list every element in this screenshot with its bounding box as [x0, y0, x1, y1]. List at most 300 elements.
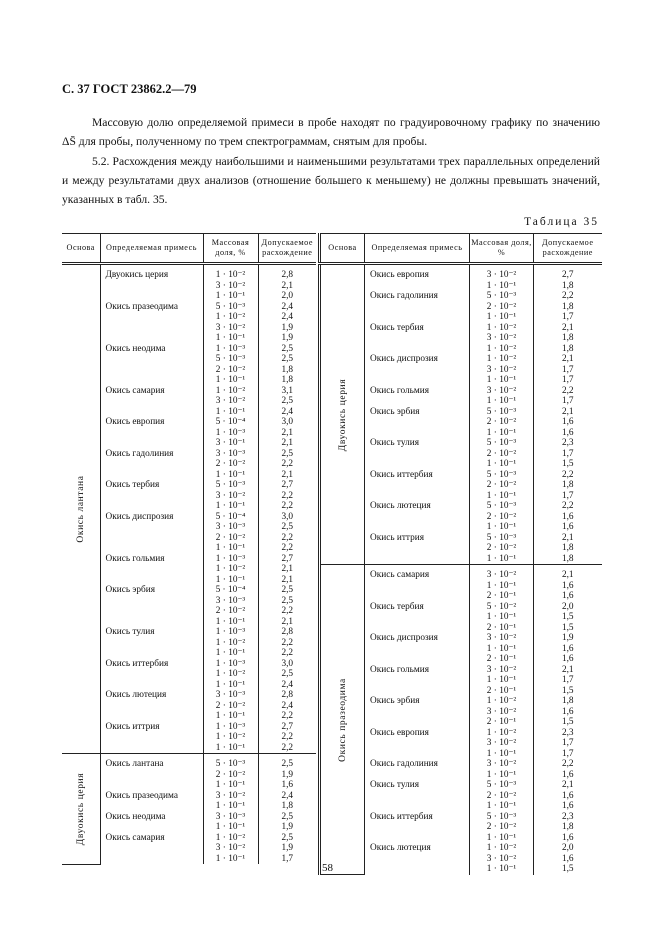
table-row	[62, 375, 316, 386]
allowed-discrepancy: 1,9	[258, 843, 316, 854]
mass-fraction: 1 · 10⁻¹	[203, 801, 258, 812]
impurity-name	[100, 438, 203, 449]
impurity-name	[365, 428, 470, 439]
table-row	[62, 501, 316, 512]
impurity-name	[100, 770, 203, 781]
table-row	[62, 791, 316, 802]
impurity-name	[100, 365, 203, 376]
allowed-discrepancy: 2,5	[258, 812, 316, 823]
allowed-discrepancy: 1,7	[534, 491, 602, 502]
mass-fraction: 1 · 10⁻¹	[470, 675, 534, 686]
impurity-name: Окись лютеция	[365, 501, 470, 512]
table-row	[62, 801, 316, 812]
mass-fraction: 5 · 10⁻⁴	[203, 417, 258, 428]
allowed-discrepancy: 2,3	[534, 728, 602, 739]
mass-fraction: 1 · 10⁻¹	[203, 575, 258, 586]
allowed-discrepancy: 1,7	[534, 375, 602, 386]
allowed-discrepancy: 2,1	[258, 575, 316, 586]
impurity-name: Окись самария	[365, 565, 470, 581]
allowed-discrepancy: 2,2	[258, 638, 316, 649]
table-row	[62, 281, 316, 292]
table-caption: Таблица 35	[524, 216, 599, 228]
column-header: Массовая доля, %	[203, 234, 258, 264]
allowed-discrepancy: 2,1	[534, 407, 602, 418]
impurity-name	[365, 491, 470, 502]
table-row	[62, 606, 316, 617]
table-row	[62, 780, 316, 791]
mass-fraction: 1 · 10⁻²	[470, 843, 534, 854]
mass-fraction: 5 · 10⁻⁴	[203, 512, 258, 523]
impurity-name	[365, 396, 470, 407]
allowed-discrepancy: 2,7	[258, 554, 316, 565]
impurity-name	[100, 638, 203, 649]
mass-fraction: 5 · 10⁻³	[470, 407, 534, 418]
allowed-discrepancy: 1,6	[534, 791, 602, 802]
mass-fraction: 1 · 10⁻¹	[203, 854, 258, 865]
allowed-discrepancy: 1,8	[534, 480, 602, 491]
mass-fraction: 1 · 10⁻¹	[203, 648, 258, 659]
impurity-name	[365, 512, 470, 523]
mass-fraction: 1 · 10⁻¹	[470, 491, 534, 502]
allowed-discrepancy: 1,8	[534, 344, 602, 355]
allowed-discrepancy: 1,6	[258, 780, 316, 791]
impurity-name: Окись тулия	[365, 780, 470, 791]
allowed-discrepancy: 1,7	[534, 749, 602, 760]
allowed-discrepancy: 2,2	[258, 501, 316, 512]
impurity-name: Окись эрбия	[365, 696, 470, 707]
mass-fraction: 1 · 10⁻²	[203, 386, 258, 397]
allowed-discrepancy: 2,2	[258, 648, 316, 659]
mass-fraction: 5 · 10⁻³	[470, 501, 534, 512]
allowed-discrepancy: 2,8	[258, 690, 316, 701]
mass-fraction: 1 · 10⁻¹	[203, 680, 258, 691]
mass-fraction: 2 · 10⁻²	[470, 822, 534, 833]
allowed-discrepancy: 1,6	[534, 522, 602, 533]
impurity-name	[365, 770, 470, 781]
impurity-name: Окись иттрия	[100, 722, 203, 733]
impurity-name: Окись лютеция	[365, 843, 470, 854]
allowed-discrepancy: 1,5	[534, 623, 602, 634]
impurity-name	[365, 333, 470, 344]
table-row	[62, 669, 316, 680]
impurity-name	[365, 281, 470, 292]
mass-fraction: 1 · 10⁻¹	[470, 522, 534, 533]
column-header: Массовая доля, %	[470, 234, 534, 264]
impurity-name: Окись гадолиния	[100, 449, 203, 460]
allowed-discrepancy: 2,2	[258, 732, 316, 743]
mass-fraction: 1 · 10⁻²	[470, 344, 534, 355]
mass-fraction: 3 · 10⁻³	[203, 690, 258, 701]
impurity-name	[365, 707, 470, 718]
allowed-discrepancy: 2,1	[258, 281, 316, 292]
allowed-discrepancy: 1,8	[258, 801, 316, 812]
allowed-discrepancy: 1,6	[534, 428, 602, 439]
table-row	[62, 480, 316, 491]
mass-fraction: 1 · 10⁻²	[470, 728, 534, 739]
mass-fraction: 2 · 10⁻²	[203, 770, 258, 781]
mass-fraction: 1 · 10⁻¹	[203, 617, 258, 628]
allowed-discrepancy: 1,7	[534, 365, 602, 376]
allowed-discrepancy: 2,4	[258, 302, 316, 313]
table-row	[62, 627, 316, 638]
allowed-discrepancy: 2,1	[534, 354, 602, 365]
mass-fraction: 3 · 10⁻²	[203, 396, 258, 407]
column-header: Допускаемое расхождение	[534, 234, 602, 264]
allowed-discrepancy: 1,6	[534, 654, 602, 665]
mass-fraction: 1 · 10⁻²	[203, 669, 258, 680]
mass-fraction: 1 · 10⁻¹	[203, 780, 258, 791]
impurity-name	[100, 617, 203, 628]
impurity-name	[100, 281, 203, 292]
impurity-name	[100, 501, 203, 512]
impurity-name: Окись иттербия	[100, 659, 203, 670]
allowed-discrepancy: 2,2	[534, 470, 602, 481]
table-row	[62, 344, 316, 355]
allowed-discrepancy: 2,1	[258, 428, 316, 439]
table-row	[62, 812, 316, 823]
allowed-discrepancy: 2,5	[258, 833, 316, 844]
impurity-name	[100, 680, 203, 691]
mass-fraction: 1 · 10⁻¹	[470, 801, 534, 812]
impurity-name	[100, 354, 203, 365]
table-row	[320, 264, 602, 281]
mass-fraction: 3 · 10⁻²	[470, 738, 534, 749]
table-row	[62, 396, 316, 407]
table-section	[320, 565, 602, 875]
impurity-name	[365, 344, 470, 355]
mass-fraction: 1 · 10⁻¹	[203, 711, 258, 722]
table-row	[62, 659, 316, 670]
impurity-name	[365, 417, 470, 428]
mass-fraction: 1 · 10⁻¹	[203, 333, 258, 344]
mass-fraction: 3 · 10⁻²	[470, 264, 534, 281]
impurity-name	[365, 365, 470, 376]
allowed-discrepancy: 1,8	[534, 543, 602, 554]
impurity-name	[365, 854, 470, 865]
impurity-name	[100, 606, 203, 617]
table-row	[62, 680, 316, 691]
allowed-discrepancy: 2,8	[258, 627, 316, 638]
impurity-name	[365, 581, 470, 592]
table-row	[62, 754, 316, 770]
base-material-cell	[320, 264, 365, 565]
allowed-discrepancy: 2,1	[258, 564, 316, 575]
allowed-discrepancy: 1,6	[534, 417, 602, 428]
column-header: Основа	[320, 234, 365, 264]
mass-fraction: 5 · 10⁻³	[470, 438, 534, 449]
impurity-name	[100, 822, 203, 833]
base-material-label: Двуокись церия	[75, 772, 86, 845]
table-row	[62, 722, 316, 733]
allowed-discrepancy: 1,8	[534, 302, 602, 313]
table-row	[62, 291, 316, 302]
table-row	[62, 648, 316, 659]
mass-fraction: 1 · 10⁻²	[203, 312, 258, 323]
impurity-name	[365, 302, 470, 313]
mass-fraction: 2 · 10⁻²	[470, 543, 534, 554]
mass-fraction: 3 · 10⁻²	[470, 333, 534, 344]
impurity-name	[365, 554, 470, 565]
table-row	[62, 822, 316, 833]
mass-fraction: 3 · 10⁻²	[470, 759, 534, 770]
mass-fraction: 2 · 10⁻²	[203, 459, 258, 470]
allowed-discrepancy: 1,6	[534, 854, 602, 865]
mass-fraction: 2 · 10⁻²	[203, 365, 258, 376]
allowed-discrepancy: 2,8	[258, 264, 316, 281]
impurity-name	[365, 375, 470, 386]
mass-fraction: 2 · 10⁻²	[470, 480, 534, 491]
impurity-name	[365, 833, 470, 844]
impurity-name	[100, 428, 203, 439]
allowed-discrepancy: 1,9	[258, 323, 316, 334]
impurity-name	[365, 459, 470, 470]
impurity-name: Окись гольмия	[365, 386, 470, 397]
impurity-name	[365, 822, 470, 833]
allowed-discrepancy: 1,7	[534, 396, 602, 407]
base-material-label: Двуокись церия	[337, 378, 348, 451]
allowed-discrepancy: 2,2	[258, 606, 316, 617]
table-row	[62, 533, 316, 544]
table-row	[62, 575, 316, 586]
allowed-discrepancy: 1,5	[534, 459, 602, 470]
allowed-discrepancy: 1,7	[258, 854, 316, 865]
allowed-discrepancy: 1,8	[258, 375, 316, 386]
column-header: Определяемая примесь	[100, 234, 203, 264]
table-row	[62, 770, 316, 781]
mass-fraction: 1 · 10⁻¹	[203, 470, 258, 481]
mass-fraction: 5 · 10⁻²	[470, 602, 534, 613]
table-row	[62, 365, 316, 376]
allowed-discrepancy: 1,6	[534, 512, 602, 523]
table-row	[62, 323, 316, 334]
mass-fraction: 2 · 10⁻²	[203, 701, 258, 712]
mass-fraction: 1 · 10⁻¹	[470, 459, 534, 470]
allowed-discrepancy: 2,4	[258, 680, 316, 691]
allowed-discrepancy: 1,8	[534, 696, 602, 707]
impurity-name	[365, 864, 470, 875]
impurity-name	[100, 533, 203, 544]
mass-fraction: 3 · 10⁻²	[203, 791, 258, 802]
table-row	[62, 743, 316, 754]
table-row	[62, 449, 316, 460]
mass-fraction: 1 · 10⁻¹	[203, 822, 258, 833]
table-row	[62, 638, 316, 649]
impurity-name	[365, 543, 470, 554]
mass-fraction: 3 · 10⁻²	[470, 565, 534, 581]
mass-fraction: 3 · 10⁻²	[470, 386, 534, 397]
mass-fraction: 1 · 10⁻²	[470, 354, 534, 365]
mass-fraction: 2 · 10⁻¹	[470, 717, 534, 728]
impurity-name	[100, 333, 203, 344]
impurity-name	[365, 644, 470, 655]
allowed-discrepancy: 2,3	[534, 812, 602, 823]
allowed-discrepancy: 2,2	[258, 533, 316, 544]
mass-fraction: 1 · 10⁻¹	[470, 581, 534, 592]
mass-fraction: 3 · 10⁻²	[203, 843, 258, 854]
base-material-label: Окись празеодима	[337, 677, 348, 762]
table-row	[62, 491, 316, 502]
mass-fraction: 5 · 10⁻³	[203, 354, 258, 365]
allowed-discrepancy: 1,6	[534, 591, 602, 602]
mass-fraction: 3 · 10⁻³	[203, 449, 258, 460]
mass-fraction: 1 · 10⁻¹	[470, 749, 534, 760]
impurity-name	[365, 686, 470, 697]
mass-fraction: 5 · 10⁻³	[470, 291, 534, 302]
allowed-discrepancy: 2,1	[534, 665, 602, 676]
mass-fraction: 1 · 10⁻¹	[203, 743, 258, 754]
impurity-name: Окись иттербия	[365, 470, 470, 481]
impurity-name	[100, 596, 203, 607]
mass-fraction: 5 · 10⁻³	[203, 480, 258, 491]
table-section	[62, 754, 316, 865]
allowed-discrepancy: 1,6	[534, 833, 602, 844]
impurity-name	[100, 459, 203, 470]
mass-fraction: 5 · 10⁻³	[470, 533, 534, 544]
mass-fraction: 1 · 10⁻³	[203, 659, 258, 670]
page-number: 58	[322, 862, 333, 874]
impurity-name	[100, 780, 203, 791]
allowed-discrepancy: 1,5	[534, 864, 602, 875]
impurity-name	[365, 612, 470, 623]
allowed-discrepancy: 1,6	[534, 770, 602, 781]
impurity-name: Окись самария	[100, 386, 203, 397]
mass-fraction: 5 · 10⁻³	[470, 812, 534, 823]
table-section	[62, 264, 316, 754]
mass-fraction: 1 · 10⁻³	[203, 554, 258, 565]
impurity-name	[100, 669, 203, 680]
mass-fraction: 1 · 10⁻¹	[470, 428, 534, 439]
allowed-discrepancy: 3,0	[258, 417, 316, 428]
impurity-name	[365, 675, 470, 686]
base-material-cell	[62, 264, 100, 754]
allowed-discrepancy: 2,5	[258, 596, 316, 607]
impurity-name: Окись гадолиния	[365, 759, 470, 770]
table-row	[62, 617, 316, 628]
mass-fraction: 1 · 10⁻¹	[470, 612, 534, 623]
page-header: С. 37 ГОСТ 23862.2—79	[62, 82, 197, 96]
impurity-name	[365, 480, 470, 491]
mass-fraction: 2 · 10⁻²	[203, 533, 258, 544]
mass-fraction: 1 · 10⁻¹	[470, 312, 534, 323]
allowed-discrepancy: 1,7	[534, 675, 602, 686]
impurity-name: Окись иттрия	[365, 533, 470, 544]
table-row	[62, 417, 316, 428]
impurity-name	[365, 591, 470, 602]
allowed-discrepancy: 2,2	[258, 743, 316, 754]
impurity-name	[100, 470, 203, 481]
mass-fraction: 1 · 10⁻¹	[203, 501, 258, 512]
impurity-name: Окись празеодима	[100, 791, 203, 802]
mass-fraction: 1 · 10⁻¹	[470, 833, 534, 844]
impurity-name	[100, 375, 203, 386]
allowed-discrepancy: 2,5	[258, 449, 316, 460]
table-row	[62, 354, 316, 365]
impurity-name: Окись диспрозия	[100, 512, 203, 523]
allowed-discrepancy: 1,8	[534, 333, 602, 344]
impurity-name: Окись эрбия	[365, 407, 470, 418]
table-row	[62, 843, 316, 854]
impurity-name	[100, 743, 203, 754]
mass-fraction: 1 · 10⁻²	[203, 564, 258, 575]
column-header: Определяемая примесь	[365, 234, 470, 264]
allowed-discrepancy: 2,5	[258, 754, 316, 770]
allowed-discrepancy: 1,8	[534, 822, 602, 833]
table-row	[62, 701, 316, 712]
impurity-name	[365, 749, 470, 760]
mass-fraction: 3 · 10⁻²	[470, 707, 534, 718]
paragraph: Массовую долю определяемой примеси в пробе находят по градуировочному графику по значению ΔS̄ для пробы, полученному по трем спектрограммам, снятым для пробы.	[62, 116, 600, 148]
mass-fraction: 3 · 10⁻²	[470, 665, 534, 676]
table-row	[62, 302, 316, 313]
table-row	[62, 554, 316, 565]
allowed-discrepancy: 2,7	[258, 722, 316, 733]
mass-fraction: 1 · 10⁻¹	[203, 291, 258, 302]
table-row	[62, 690, 316, 701]
allowed-discrepancy: 1,8	[258, 365, 316, 376]
impurity-name: Окись празеодима	[100, 302, 203, 313]
allowed-discrepancy: 2,7	[534, 264, 602, 281]
mass-fraction: 1 · 10⁻¹	[470, 396, 534, 407]
table-row	[62, 596, 316, 607]
mass-fraction: 1 · 10⁻¹	[470, 770, 534, 781]
allowed-discrepancy: 1,5	[534, 717, 602, 728]
mass-fraction: 1 · 10⁻²	[470, 696, 534, 707]
allowed-discrepancy: 2,7	[258, 480, 316, 491]
allowed-discrepancy: 2,1	[258, 470, 316, 481]
mass-fraction: 3 · 10⁻²	[470, 633, 534, 644]
impurity-name	[100, 648, 203, 659]
allowed-discrepancy: 2,2	[258, 711, 316, 722]
mass-fraction: 1 · 10⁻¹	[203, 543, 258, 554]
mass-fraction: 3 · 10⁻¹	[203, 438, 258, 449]
allowed-discrepancy: 3,0	[258, 512, 316, 523]
allowed-discrepancy: 1,6	[534, 581, 602, 592]
allowed-discrepancy: 2,1	[534, 565, 602, 581]
impurity-name	[100, 711, 203, 722]
impurity-name: Окись тулия	[365, 438, 470, 449]
table-row	[62, 585, 316, 596]
mass-fraction: 5 · 10⁻³	[470, 470, 534, 481]
allowed-discrepancy: 2,0	[534, 843, 602, 854]
mass-fraction: 2 · 10⁻²	[470, 512, 534, 523]
allowed-discrepancy: 1,7	[534, 738, 602, 749]
impurity-name: Окись неодима	[100, 344, 203, 355]
mass-fraction: 1 · 10⁻³	[203, 722, 258, 733]
table-row	[62, 512, 316, 523]
allowed-discrepancy: 2,4	[258, 701, 316, 712]
mass-fraction: 1 · 10⁻¹	[470, 864, 534, 875]
allowed-discrepancy: 1,5	[534, 686, 602, 697]
column-header: Основа	[62, 234, 100, 264]
table-row	[62, 470, 316, 481]
allowed-discrepancy: 1,6	[534, 707, 602, 718]
allowed-discrepancy: 1,6	[534, 644, 602, 655]
allowed-discrepancy: 2,1	[258, 617, 316, 628]
mass-fraction: 5 · 10⁻³	[203, 754, 258, 770]
mass-fraction: 2 · 10⁻¹	[470, 591, 534, 602]
impurity-name	[365, 522, 470, 533]
mass-fraction: 2 · 10⁻²	[203, 606, 258, 617]
allowed-discrepancy: 2,5	[258, 522, 316, 533]
impurity-name: Двуокись церия	[100, 264, 203, 281]
impurity-name	[365, 449, 470, 460]
allowed-discrepancy: 2,0	[534, 602, 602, 613]
impurity-name	[100, 396, 203, 407]
allowed-discrepancy: 1,8	[534, 554, 602, 565]
impurity-name: Окись самария	[100, 833, 203, 844]
table-row	[62, 312, 316, 323]
allowed-discrepancy: 1,6	[534, 801, 602, 812]
